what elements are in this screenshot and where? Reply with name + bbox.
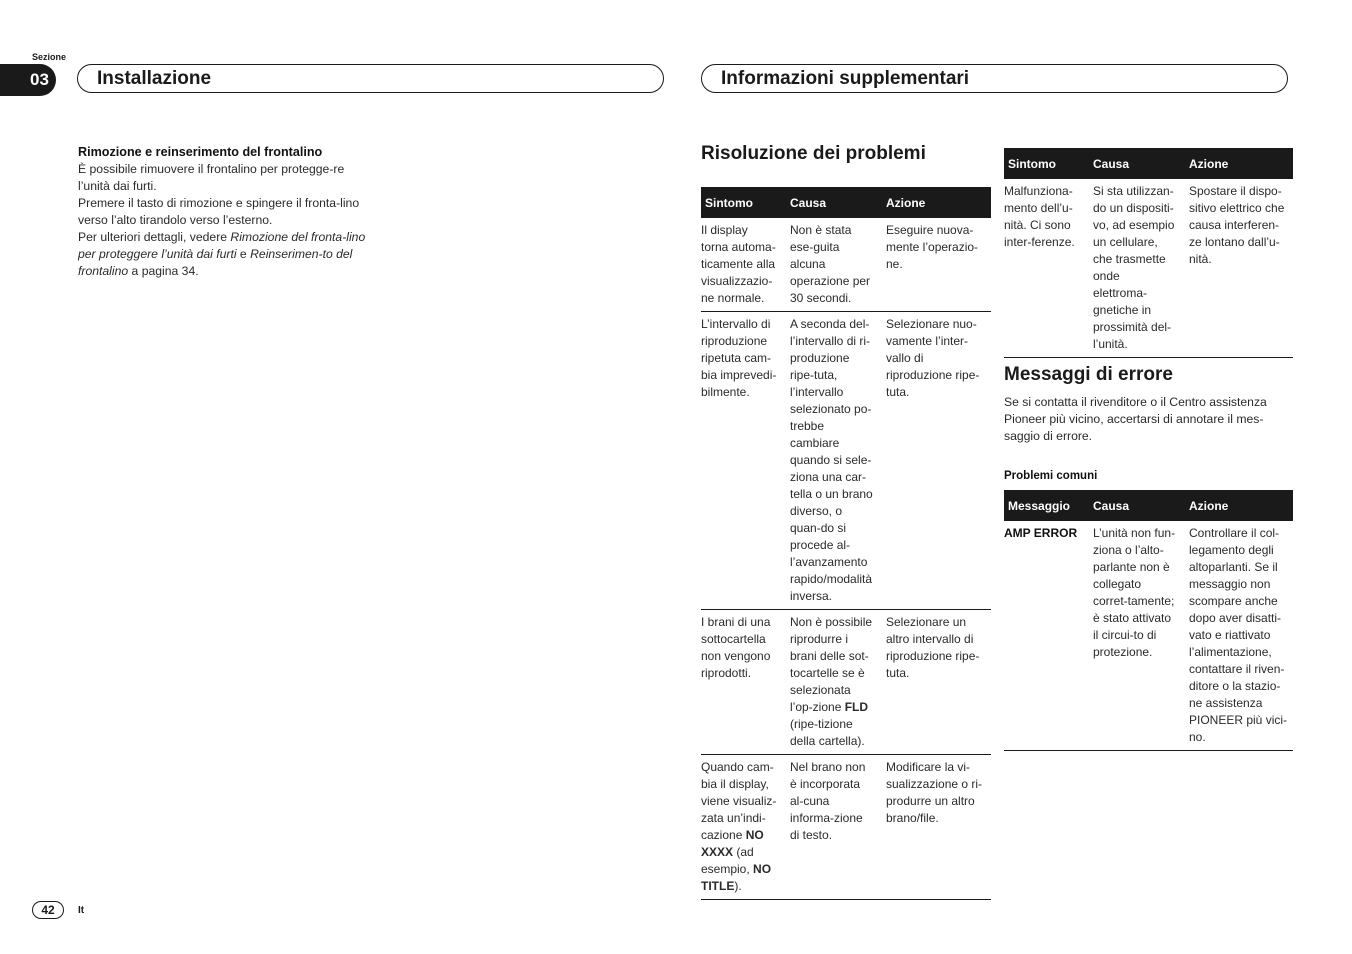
ref-post: a pagina 34.	[128, 264, 199, 278]
cell-causa: Non è stata ese-guita alcuna operazione per 30 secondi.	[782, 218, 878, 312]
cell-sintomo: Malfunziona-mento dell’u-nità. Ci sono inter-ferenze.	[1004, 179, 1085, 358]
cell-text: ).	[734, 879, 742, 893]
header-causa: Causa	[1085, 148, 1181, 179]
right-section-title	[701, 64, 1288, 93]
cell-bold-term: FLD	[844, 700, 869, 714]
table-row	[1004, 179, 1293, 358]
ref-link-rimozione[interactable]: Rimozione del fronta-lino per proteggere l’unità dai furti	[78, 230, 366, 261]
section-number-tab	[0, 64, 56, 96]
cell-sintomo	[701, 755, 782, 900]
left-section-title	[77, 64, 664, 93]
cell-causa	[782, 610, 878, 755]
cell-azione: Modificare la vi-sualizzazione o ri-produrre un altro brano/file.	[878, 755, 991, 900]
table-header-row	[1004, 148, 1293, 179]
header-causa: Causa	[1085, 490, 1181, 521]
header-sintomo: Sintomo	[1004, 148, 1085, 179]
table-header-row	[701, 187, 991, 218]
frontalino-heading: Rimozione e reinserimento del frontalino	[78, 145, 323, 159]
header-azione: Azione	[878, 187, 991, 218]
cell-azione: Spostare il dispo-sitivo elettrico che causa interferen-ze lontano dall’u-nità.	[1181, 179, 1293, 358]
left-title-text: Installazione	[97, 68, 212, 89]
header-sintomo: Sintomo	[701, 187, 782, 218]
header-azione: Azione	[1181, 148, 1293, 179]
section-number: 03	[30, 70, 49, 89]
cell-messaggio: AMP ERROR	[1004, 521, 1085, 751]
cell-sintomo: Il display torna automa-ticamente alla visualizzazio-ne normale.	[701, 218, 782, 312]
cell-causa: Nel brano non è incorporata al-cuna informa-zione di testo.	[782, 755, 878, 900]
cell-azione: Controllare il col-legamento degli altoparlanti. Se il messaggio non scompare anche dopo aver disatti-vato e riattivato l’alimentazione, contattare il riven-ditore o la stazio-ne assistenza PIONEER più vici-no.	[1181, 521, 1293, 751]
cell-bold-term: NO TITLE	[701, 862, 772, 893]
error-messages-table	[1004, 490, 1293, 751]
troubleshooting-table	[701, 187, 991, 900]
troubleshooting-title: Risoluzione dei problemi	[701, 143, 926, 164]
cell-causa: L’unità non fun-ziona o l’alto-parlante non è collegato corret-tamente; è stato attivato il circui-to di protezione.	[1085, 521, 1181, 751]
frontalino-paragraph-3	[78, 229, 368, 280]
cell-text: Non è possibile riprodurre i brani delle sot-tocartelle se è selezionata l’op-zione	[790, 615, 873, 714]
cell-causa: A seconda del-l’intervallo di ri-produzione ripe-tuta, l’intervallo selezionato po-trebbe cambiare quando si sele-ziona una car-tella o un brano diverso, o quan-do si procede al-l’avanzamento rapido/modalità inversa.	[782, 312, 878, 610]
error-messages-title: Messaggi di errore	[1004, 364, 1173, 385]
cell-azione: Selezionare nuo-vamente l’inter-vallo di riproduzione ripe-tuta.	[878, 312, 991, 610]
table-row	[701, 312, 991, 610]
cell-causa: Si sta utilizzan-do un dispositi-vo, ad esempio un cellulare, che trasmette onde elettroma-gnetiche in prossimità del-l’unità.	[1085, 179, 1181, 358]
ref-link-reinserimento[interactable]: Reinserimen-to del frontalino	[78, 247, 353, 278]
cell-text: (ripe-tizione della cartella).	[790, 717, 865, 748]
section-label: Sezione	[32, 52, 67, 62]
frontalino-section	[78, 145, 368, 280]
ref-mid: e	[236, 247, 251, 261]
troubleshooting-table-continued	[1004, 148, 1293, 358]
frontalino-paragraph-2: Premere il tasto di rimozione e spingere il fronta-lino verso l’alto tirandolo verso l’esterno.	[78, 196, 360, 227]
table-row	[701, 755, 991, 900]
cell-sintomo: L’intervallo di riproduzione ripetuta cam-bia imprevedi-bilmente.	[701, 312, 782, 610]
header-causa: Causa	[782, 187, 878, 218]
language-code: It	[78, 905, 85, 916]
ref-pre: Per ulteriori dettagli, vedere	[78, 230, 231, 244]
table-row	[701, 610, 991, 755]
cell-sintomo: I brani di una sottocartella non vengono riprodotti.	[701, 610, 782, 755]
common-problems-heading: Problemi comuni	[1004, 470, 1098, 482]
frontalino-paragraph-1: È possibile rimuovere il frontalino per protegge-re l’unità dai furti.	[78, 162, 345, 193]
table-row	[701, 218, 991, 312]
table-row	[1004, 521, 1293, 751]
cell-azione: Selezionare un altro intervallo di riproduzione ripe-tuta.	[878, 610, 991, 755]
cell-text: Quando cam-bia il display, viene visualiz-zata un’indi-cazione	[701, 760, 777, 842]
cell-text: (ad esempio,	[701, 845, 754, 876]
cell-azione: Eseguire nuova-mente l’operazio-ne.	[878, 218, 991, 312]
header-messaggio: Messaggio	[1004, 490, 1085, 521]
cell-bold-term: NO XXXX	[701, 828, 764, 859]
header-azione: Azione	[1181, 490, 1293, 521]
page-number: 42	[32, 901, 64, 919]
error-messages-intro: Se si contatta il rivenditore o il Centro assistenza Pioneer più vicino, accertarsi di annotare il mes-saggio di errore.	[1004, 395, 1267, 443]
right-title-text: Informazioni supplementari	[721, 68, 970, 89]
table-header-row	[1004, 490, 1293, 521]
